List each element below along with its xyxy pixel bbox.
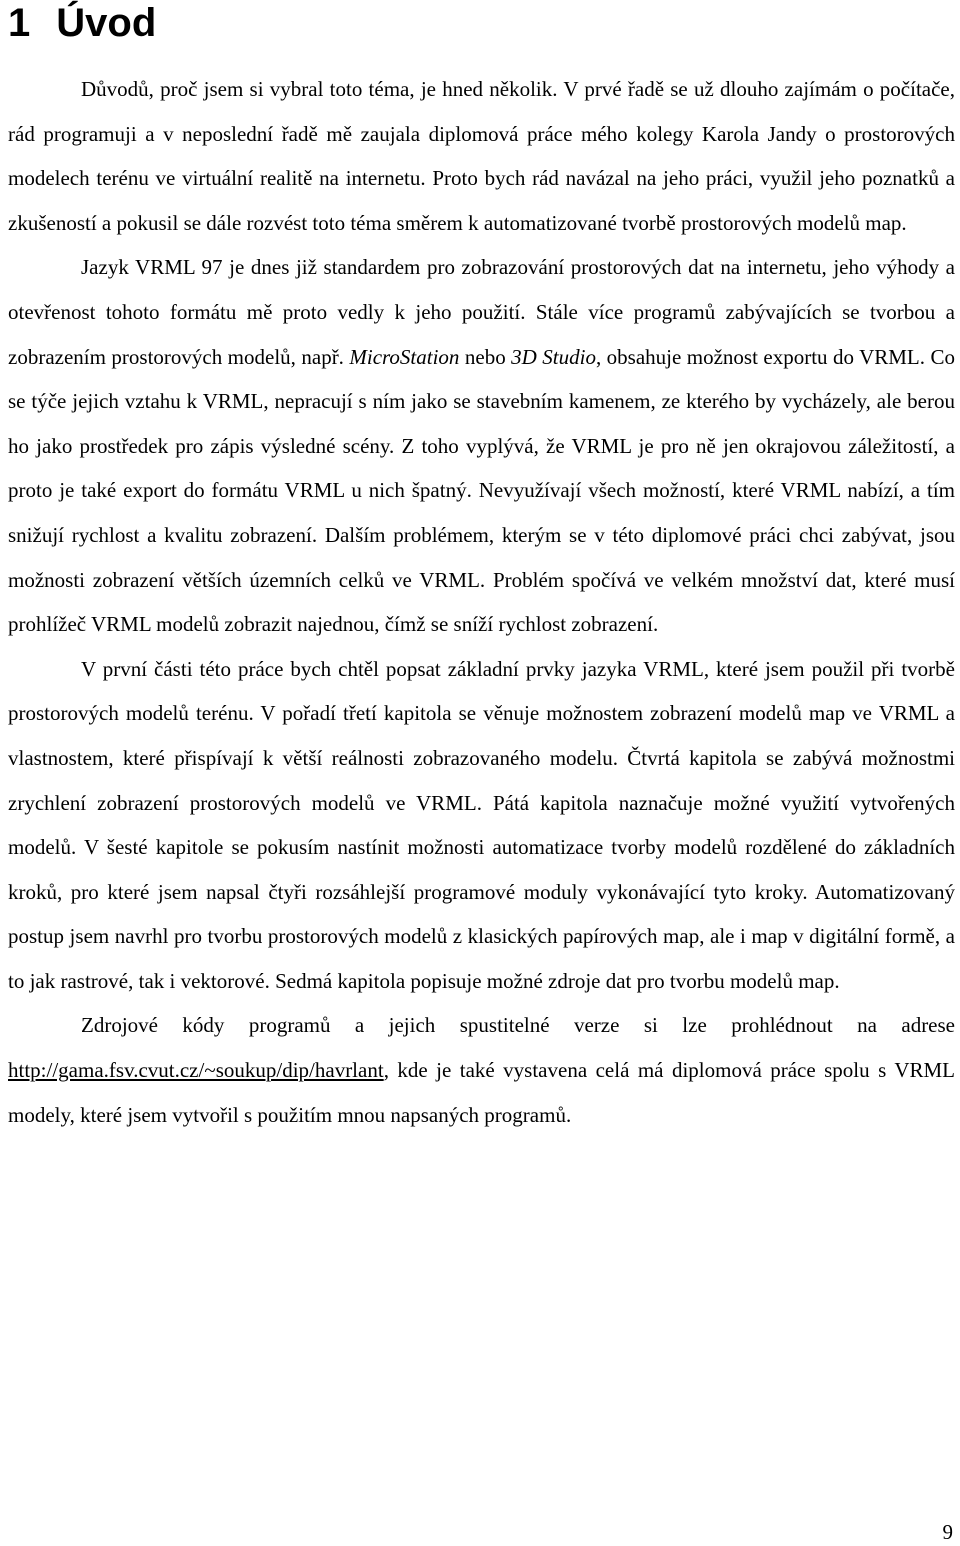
paragraph-motivation: Důvodů, proč jsem si vybral toto téma, je hned několik. V prvé řadě se už dlouho zajímám o počítače, rád programuji a v neposlední řadě mě zaujala diplomová práce mého kolegy Karola Jandy o prostorových modelech terénu ve virtuální realitě na internetu. Proto bych rád navázal na jeho práci, využil jeho poznatků a zkušeností a pokusil se dále rozvést toto téma směrem k automatizované tvorbě prostorových modelů map. — [8, 77, 955, 235]
paragraph-vrml-text-c: , obsahuje možnost exportu do VRML. Co se týče jejich vztahu k VRML, nepracují s ním jako se stavebním kamenem, ze kterého by vycházely, ale berou ho jako prostředek pro zápis výsledné scény. Z toho vyplývá, že VRML je pro ně jen okrajovou záležitostí, a proto je také export do formátu VRML u nich špatný. Nevyužívají všech možností, které VRML nabízí, a tím snižují rychlost a kvalitu zobrazení. Dalším problémem, kterým se v této diplomové práci chci zabývat, jsou možnosti zobrazení větších územních celků ve VRML. Problém spočívá ve velkém množství dat, které musí prohlížeč VRML modelů zobrazit najednou, čímž se sníží rychlost zobrazení. — [8, 344, 955, 637]
paragraph-source-text-b: , kde je také vystavena celá má diplomová práce spolu s VRML modely, které jsem vytvořil s použitím mnou napsaných programů. — [8, 1058, 955, 1127]
paragraph-chapter-overview: V první části této práce bych chtěl popsat základní prvky jazyka VRML, které jsem použil při tvorbě prostorových modelů terénu. V pořadí třetí kapitola se věnuje možnostem zobrazení modelů map ve VRML a vlastnostem, které přispívají k větší reálnosti zobrazovaného modelu. Čtvrtá kapitola se zabývá možnostmi zrychlení zobrazení prostorových modelů ve VRML. Pátá kapitola naznačuje možné využití vytvořených modelů. V šesté kapitole se pokusím nastínit možnosti automatizace tvorby modelů rozdělené do základních kroků, pro které jsem napsal čtyři rozsáhlejší programové moduly vykonávající tyto kroky. Automatizovaný postup jsem navrhl pro tvorbu prostorových modelů z klasických papírových map, ale i map v digitální formě, a to jak rastrové, tak i vektorové. Sedmá kapitola popisuje možné zdroje dat pro tvorbu modelů map. — [8, 656, 955, 993]
source-code-link[interactable]: http://gama.fsv.cvut.cz/~soukup/dip/havrlant — [8, 1058, 384, 1083]
3d-studio-name: 3D Studio — [511, 344, 596, 369]
paragraph-source-text-a: Zdrojové kódy programů a jejich spustitelné verze si lze prohlédnout na adrese — [81, 1013, 955, 1038]
paragraph-source-code — [8, 1003, 955, 1137]
chapter-body — [8, 67, 955, 1137]
microstation-name: MicroStation — [349, 344, 460, 369]
page-number: 9 — [942, 1520, 953, 1544]
chapter-heading — [8, 0, 156, 46]
chapter-title: Úvod — [56, 1, 157, 45]
chapter-number: 1 — [8, 1, 31, 45]
paragraph-vrml-text-b: nebo — [459, 344, 512, 369]
paragraph-vrml — [8, 245, 955, 646]
paragraph-vrml-text-a: Jazyk VRML 97 je dnes již standardem pro zobrazování prostorových dat na internetu, jeho výhody a otevřenost tohoto formátu mě proto vedly k jeho použití. Stále více programů zabývajících se tvorbou a zobrazením prostorových modelů, např. — [8, 255, 955, 369]
